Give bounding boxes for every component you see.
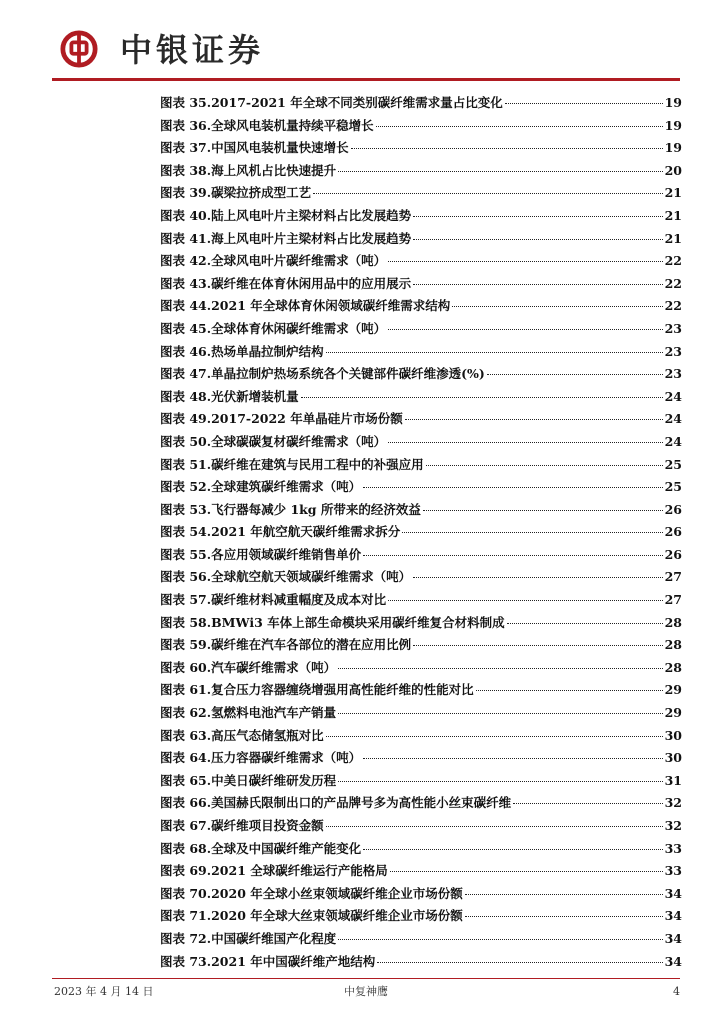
footer-divider [52, 978, 680, 979]
toc-entry-title: 图表 47.单晶拉制炉热场系统各个关键部件碳纤维渗透(%) [160, 366, 485, 382]
toc-entry-page: 19 [664, 95, 682, 110]
toc-entry-page: 26 [664, 501, 682, 517]
toc-entry[interactable] [160, 363, 682, 386]
toc-dot-leader [326, 352, 663, 353]
toc-dot-leader [338, 713, 662, 714]
toc-entry-page: 25 [664, 456, 682, 472]
toc-entry-page: 24 [664, 411, 682, 427]
toc-entry-title: 图表 42.全球风电叶片碳纤维需求（吨） [160, 253, 387, 269]
page-footer [52, 984, 680, 1000]
toc-entry-page: 28 [664, 637, 682, 653]
toc-entry-page: 30 [664, 750, 682, 766]
toc-entry-page: 26 [664, 546, 682, 562]
toc-dot-leader [377, 962, 662, 963]
toc-entry-title: 图表 63.高压气态储氢瓶对比 [160, 727, 324, 743]
toc-entry[interactable] [160, 883, 682, 906]
footer-date: 2023 年 4 月 14 日 [54, 985, 154, 998]
toc-dot-leader [505, 103, 663, 104]
toc-entry[interactable] [160, 612, 682, 635]
toc-entry[interactable] [160, 566, 682, 589]
toc-entry[interactable] [160, 860, 682, 883]
toc-dot-leader [363, 487, 662, 488]
toc-entry[interactable] [160, 454, 682, 477]
toc-dot-leader [423, 510, 663, 511]
brand-name: 中银证券 [120, 31, 265, 69]
toc-entry[interactable] [160, 476, 682, 499]
bank-of-china-logo-icon [60, 30, 98, 68]
toc-entry-title: 图表 49.2017-2022 年单晶硅片市场份额 [160, 411, 403, 427]
toc-entry[interactable] [160, 725, 682, 748]
toc-entry-page: 26 [664, 524, 682, 540]
toc-dot-leader [452, 306, 662, 307]
toc-dot-leader [507, 623, 663, 624]
toc-dot-leader [326, 736, 663, 737]
toc-dot-leader [338, 171, 662, 172]
toc-entry-page: 24 [664, 433, 682, 449]
toc-entry[interactable] [160, 182, 682, 205]
toc-entry[interactable] [160, 928, 682, 951]
toc-entry[interactable] [160, 250, 682, 273]
toc-entry[interactable] [160, 951, 682, 974]
toc-dot-leader [388, 261, 662, 262]
toc-entry-title: 图表 37.中国风电装机量快速增长 [160, 140, 349, 156]
footer-page-number: 4 [673, 985, 680, 998]
figure-table-of-contents [160, 92, 682, 973]
toc-entry-title: 图表 51.碳纤维在建筑与民用工程中的补强应用 [160, 456, 424, 472]
toc-entry[interactable] [160, 815, 682, 838]
toc-entry[interactable] [160, 273, 682, 296]
toc-entry[interactable] [160, 137, 682, 160]
toc-dot-leader [338, 781, 662, 782]
toc-entry-title: 图表 39.碳梁拉挤成型工艺 [160, 185, 312, 201]
toc-entry-title: 图表 70.2020 年全球小丝束领域碳纤维企业市场份额 [160, 885, 463, 901]
toc-entry-title: 图表 59.碳纤维在汽车各部位的潜在应用比例 [160, 637, 412, 653]
toc-entry-title: 图表 43.碳纤维在体育休闲用品中的应用展示 [160, 275, 412, 291]
toc-entry-title: 图表 73.2021 年中国碳纤维产地结构 [160, 953, 376, 969]
toc-entry-title: 图表 60.汽车碳纤维需求（吨） [160, 659, 337, 675]
toc-dot-leader [388, 329, 662, 330]
toc-dot-leader [426, 465, 663, 466]
toc-dot-leader [413, 216, 662, 217]
toc-entry-page: 24 [664, 388, 682, 404]
toc-dot-leader [326, 826, 663, 827]
toc-entry-page: 34 [664, 953, 682, 969]
toc-entry-title: 图表 53.飞行器每减少 1kg 所带来的经济效益 [160, 501, 421, 517]
toc-entry[interactable] [160, 838, 682, 861]
toc-entry[interactable] [160, 905, 682, 928]
toc-dot-leader [301, 397, 663, 398]
header-divider [52, 78, 680, 81]
toc-dot-leader [465, 894, 663, 895]
toc-dot-leader [476, 690, 663, 691]
toc-entry-page: 33 [664, 840, 682, 856]
toc-dot-leader [351, 148, 663, 149]
toc-entry-title: 图表 68.全球及中国碳纤维产能变化 [160, 840, 362, 856]
toc-entry-title: 图表 69.2021 全球碳纤维运行产能格局 [160, 863, 388, 879]
toc-entry-page: 31 [664, 772, 682, 788]
toc-entry-page: 21 [664, 207, 682, 223]
toc-entry[interactable] [160, 499, 682, 522]
footer-company: 中复神鹰 [344, 985, 388, 998]
toc-entry-page: 22 [664, 298, 682, 314]
toc-entry-title: 图表 64.压力容器碳纤维需求（吨） [160, 750, 362, 766]
toc-entry[interactable] [160, 634, 682, 657]
toc-entry-page: 30 [664, 727, 682, 743]
toc-dot-leader [313, 193, 662, 194]
toc-entry-page: 21 [664, 185, 682, 201]
toc-entry-title: 图表 48.光伏新增装机量 [160, 388, 299, 404]
toc-entry-title: 图表 54.2021 年航空航天碳纤维需求拆分 [160, 524, 401, 540]
toc-entry-title: 图表 40.陆上风电叶片主梁材料占比发展趋势 [160, 207, 412, 223]
toc-entry[interactable] [160, 747, 682, 770]
toc-entry-page: 23 [664, 366, 682, 382]
toc-entry-page: 23 [664, 320, 682, 336]
toc-entry-title: 图表 52.全球建筑碳纤维需求（吨） [160, 479, 362, 495]
toc-dot-leader [388, 442, 662, 443]
toc-dot-leader [413, 577, 662, 578]
toc-entry[interactable] [160, 521, 682, 544]
toc-entry-page: 33 [664, 863, 682, 879]
toc-entry-page: 27 [664, 592, 682, 608]
toc-entry-title: 图表 50.全球碳碳复材碳纤维需求（吨） [160, 433, 387, 449]
toc-entry-page: 32 [664, 818, 682, 833]
toc-entry[interactable] [160, 792, 682, 815]
toc-dot-leader [413, 284, 662, 285]
toc-entry-title: 图表 44.2021 年全球体育休闲领域碳纤维需求结构 [160, 298, 451, 314]
toc-entry-page: 34 [664, 930, 682, 946]
toc-entry[interactable] [160, 770, 682, 793]
toc-entry-title: 图表 35.2017-2021 年全球不同类别碳纤维需求量占比变化 [160, 95, 503, 110]
toc-entry-page: 20 [664, 162, 682, 178]
toc-dot-leader [363, 849, 662, 850]
toc-entry-page: 19 [664, 117, 682, 133]
toc-entry-title: 图表 41.海上风电叶片主梁材料占比发展趋势 [160, 230, 412, 246]
page-header [52, 24, 682, 80]
toc-entry-title: 图表 36.全球风电装机量持续平稳增长 [160, 117, 374, 133]
toc-entry-page: 34 [664, 885, 682, 901]
toc-dot-leader [363, 555, 662, 556]
toc-entry-page: 28 [664, 614, 682, 630]
toc-entry-page: 28 [664, 659, 682, 675]
toc-entry[interactable] [160, 160, 682, 183]
toc-dot-leader [413, 645, 662, 646]
toc-entry[interactable] [160, 431, 682, 454]
toc-entry-title: 图表 45.全球体育休闲碳纤维需求（吨） [160, 320, 387, 336]
toc-dot-leader [513, 803, 662, 804]
toc-dot-leader [405, 419, 663, 420]
toc-entry[interactable] [160, 205, 682, 228]
toc-entry[interactable] [160, 702, 682, 725]
toc-entry-page: 27 [664, 569, 682, 585]
toc-entry-title: 图表 61.复合压力容器缠绕增强用高性能纤维的性能对比 [160, 682, 474, 698]
toc-dot-leader [465, 916, 663, 917]
toc-entry-page: 22 [664, 275, 682, 291]
toc-entry-title: 图表 55.各应用领域碳纤维销售单价 [160, 546, 362, 562]
toc-entry-page: 23 [664, 343, 682, 359]
toc-entry-page: 29 [664, 682, 682, 698]
toc-entry-page: 21 [664, 230, 682, 246]
toc-entry-page: 22 [664, 253, 682, 269]
toc-dot-leader [376, 126, 663, 127]
toc-entry[interactable] [160, 318, 682, 341]
toc-entry-title: 图表 72.中国碳纤维国产化程度 [160, 930, 337, 946]
toc-entry-title: 图表 67.碳纤维项目投资金额 [160, 818, 324, 833]
toc-entry-page: 29 [664, 705, 682, 721]
toc-entry-page: 34 [664, 908, 682, 924]
toc-entry-page: 25 [664, 479, 682, 495]
toc-dot-leader [388, 600, 662, 601]
toc-entry-title: 图表 66.美国赫氏限制出口的产品牌号多为高性能小丝束碳纤维 [160, 795, 512, 811]
toc-entry-title: 图表 65.中美日碳纤维研发历程 [160, 772, 337, 788]
toc-dot-leader [390, 871, 663, 872]
toc-entry-page: 32 [664, 795, 682, 811]
toc-entry[interactable] [160, 589, 682, 612]
toc-entry-title: 图表 38.海上风机占比快速提升 [160, 162, 337, 178]
toc-entry[interactable] [160, 295, 682, 318]
toc-entry[interactable] [160, 679, 682, 702]
toc-dot-leader [413, 239, 662, 240]
toc-entry[interactable] [160, 228, 682, 251]
toc-entry-title: 图表 71.2020 年全球大丝束领域碳纤维企业市场份额 [160, 908, 463, 924]
toc-entry[interactable] [160, 341, 682, 364]
toc-entry-title: 图表 62.氢燃料电池汽车产销量 [160, 705, 337, 721]
toc-entry[interactable] [160, 92, 682, 115]
toc-entry[interactable] [160, 657, 682, 680]
toc-dot-leader [402, 532, 662, 533]
toc-entry[interactable] [160, 115, 682, 138]
toc-entry-page: 19 [664, 140, 682, 156]
toc-entry[interactable] [160, 386, 682, 409]
toc-dot-leader [338, 939, 662, 940]
toc-entry[interactable] [160, 408, 682, 431]
toc-entry-title: 图表 46.热场单晶拉制炉结构 [160, 343, 324, 359]
toc-entry-title: 图表 57.碳纤维材料减重幅度及成本对比 [160, 592, 387, 608]
toc-dot-leader [363, 758, 662, 759]
toc-entry-title: 图表 56.全球航空航天领域碳纤维需求（吨） [160, 569, 412, 585]
toc-entry[interactable] [160, 544, 682, 567]
toc-entry-title: 图表 58.BMWi3 车体上部生命模块采用碳纤维复合材料制成 [160, 614, 505, 630]
toc-dot-leader [487, 374, 663, 375]
toc-dot-leader [338, 668, 662, 669]
